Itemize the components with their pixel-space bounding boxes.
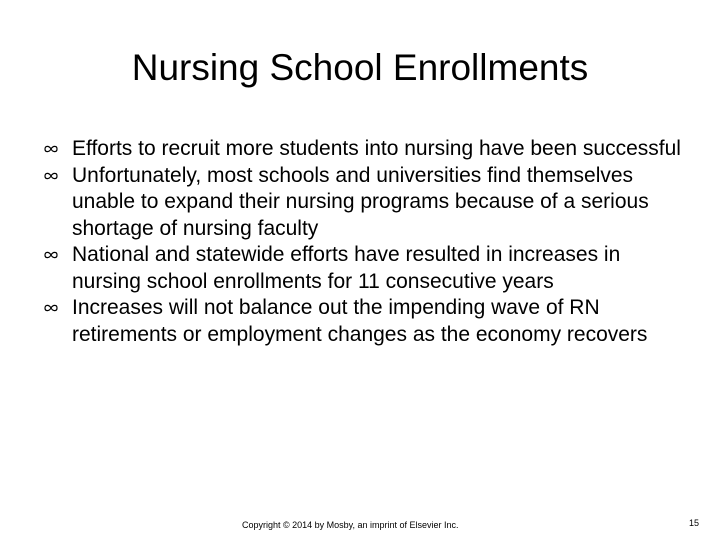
- bullet-text: Increases will not balance out the impending wave of RN retirements or employment changes as the economy recovers: [72, 296, 648, 346]
- bullet-text: Efforts to recruit more students into nursing have been successful: [72, 137, 681, 160]
- copyright-footer: Copyright © 2014 by Mosby, an imprint of Elsevier Inc.: [242, 520, 459, 530]
- slide-title: Nursing School Enrollments: [131, 47, 589, 88]
- bullet-list: [36, 136, 686, 348]
- bullet-item: [36, 136, 686, 163]
- bullet-item: [36, 242, 686, 295]
- bullet-item: [36, 295, 686, 348]
- bullet-text: National and statewide efforts have resulted in increases in nursing school enrollments for 11 consecutive years: [72, 243, 621, 293]
- bullet-item: [36, 163, 686, 243]
- infinity-bullet-icon: [44, 171, 58, 181]
- page-number: 15: [689, 518, 700, 528]
- infinity-bullet-icon: [44, 144, 58, 154]
- infinity-bullet-icon: [44, 303, 58, 313]
- bullet-text: Unfortunately, most schools and universities find themselves unable to expand their nursing programs because of a serious shortage of nursing faculty: [72, 163, 649, 240]
- infinity-bullet-icon: [44, 250, 58, 260]
